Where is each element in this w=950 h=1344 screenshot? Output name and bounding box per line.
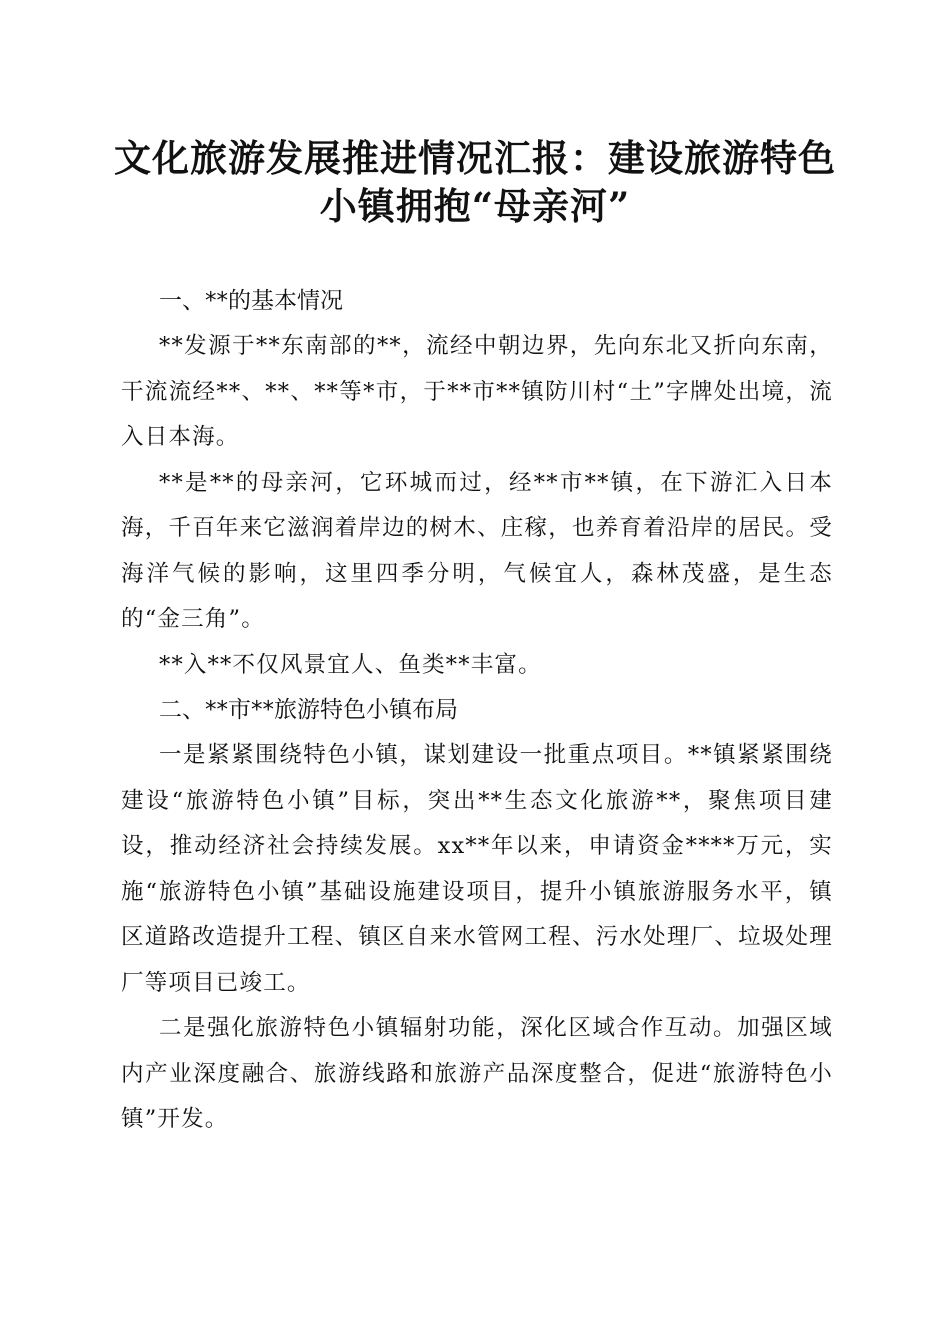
document-body	[121, 279, 833, 1143]
paragraph-1-2: **是**的母亲河，它环城而过，经**市**镇，在下游汇入日本海，千百年来它滋润着岸边的树木、庄稼，也养育着沿岸的居民。受海洋气候的影响，这里四季分明，气候宜人，森林茂盛，是生态的“金三角”。	[121, 469, 833, 632]
document-title: 文化旅游发展推进情况汇报：建设旅游特色小镇拥抱“母亲河”	[114, 136, 836, 228]
paragraph-2-2: 二是强化旅游特色小镇辐射功能，深化区域合作互动。加强区域内产业深度融合、旅游线路和旅游产品深度整合，促进“旅游特色小镇”开发。	[121, 1015, 833, 1132]
paragraph-2-1: 一是紧紧围绕特色小镇，谋划建设一批重点项目。**镇紧紧围绕建设“旅游特色小镇”目标，突出**生态文化旅游**，聚焦项目建设，推动经济社会持续发展。xx**年以来，申请资金****万元，实施“旅游特色小镇”基础设施建设项目，提升小镇旅游服务水平，镇区道路改造提升工程、镇区自来水管网工程、污水处理厂、垃圾处理厂等项目已竣工。	[121, 742, 833, 996]
section-heading-2: 二、**市**旅游特色小镇布局	[159, 697, 458, 723]
paragraph-1-3: **入**不仅风景宜人、鱼类**丰富。	[159, 651, 542, 678]
paragraph-1-1: **发源于**东南部的**，流经中朝边界，先向东北又折向东南，干流流经**、**、**等*市，于**市**镇防川村“土”字牌处出境，流入日本海。	[121, 333, 833, 450]
section-heading-1: 一、**的基本情况	[159, 288, 343, 314]
